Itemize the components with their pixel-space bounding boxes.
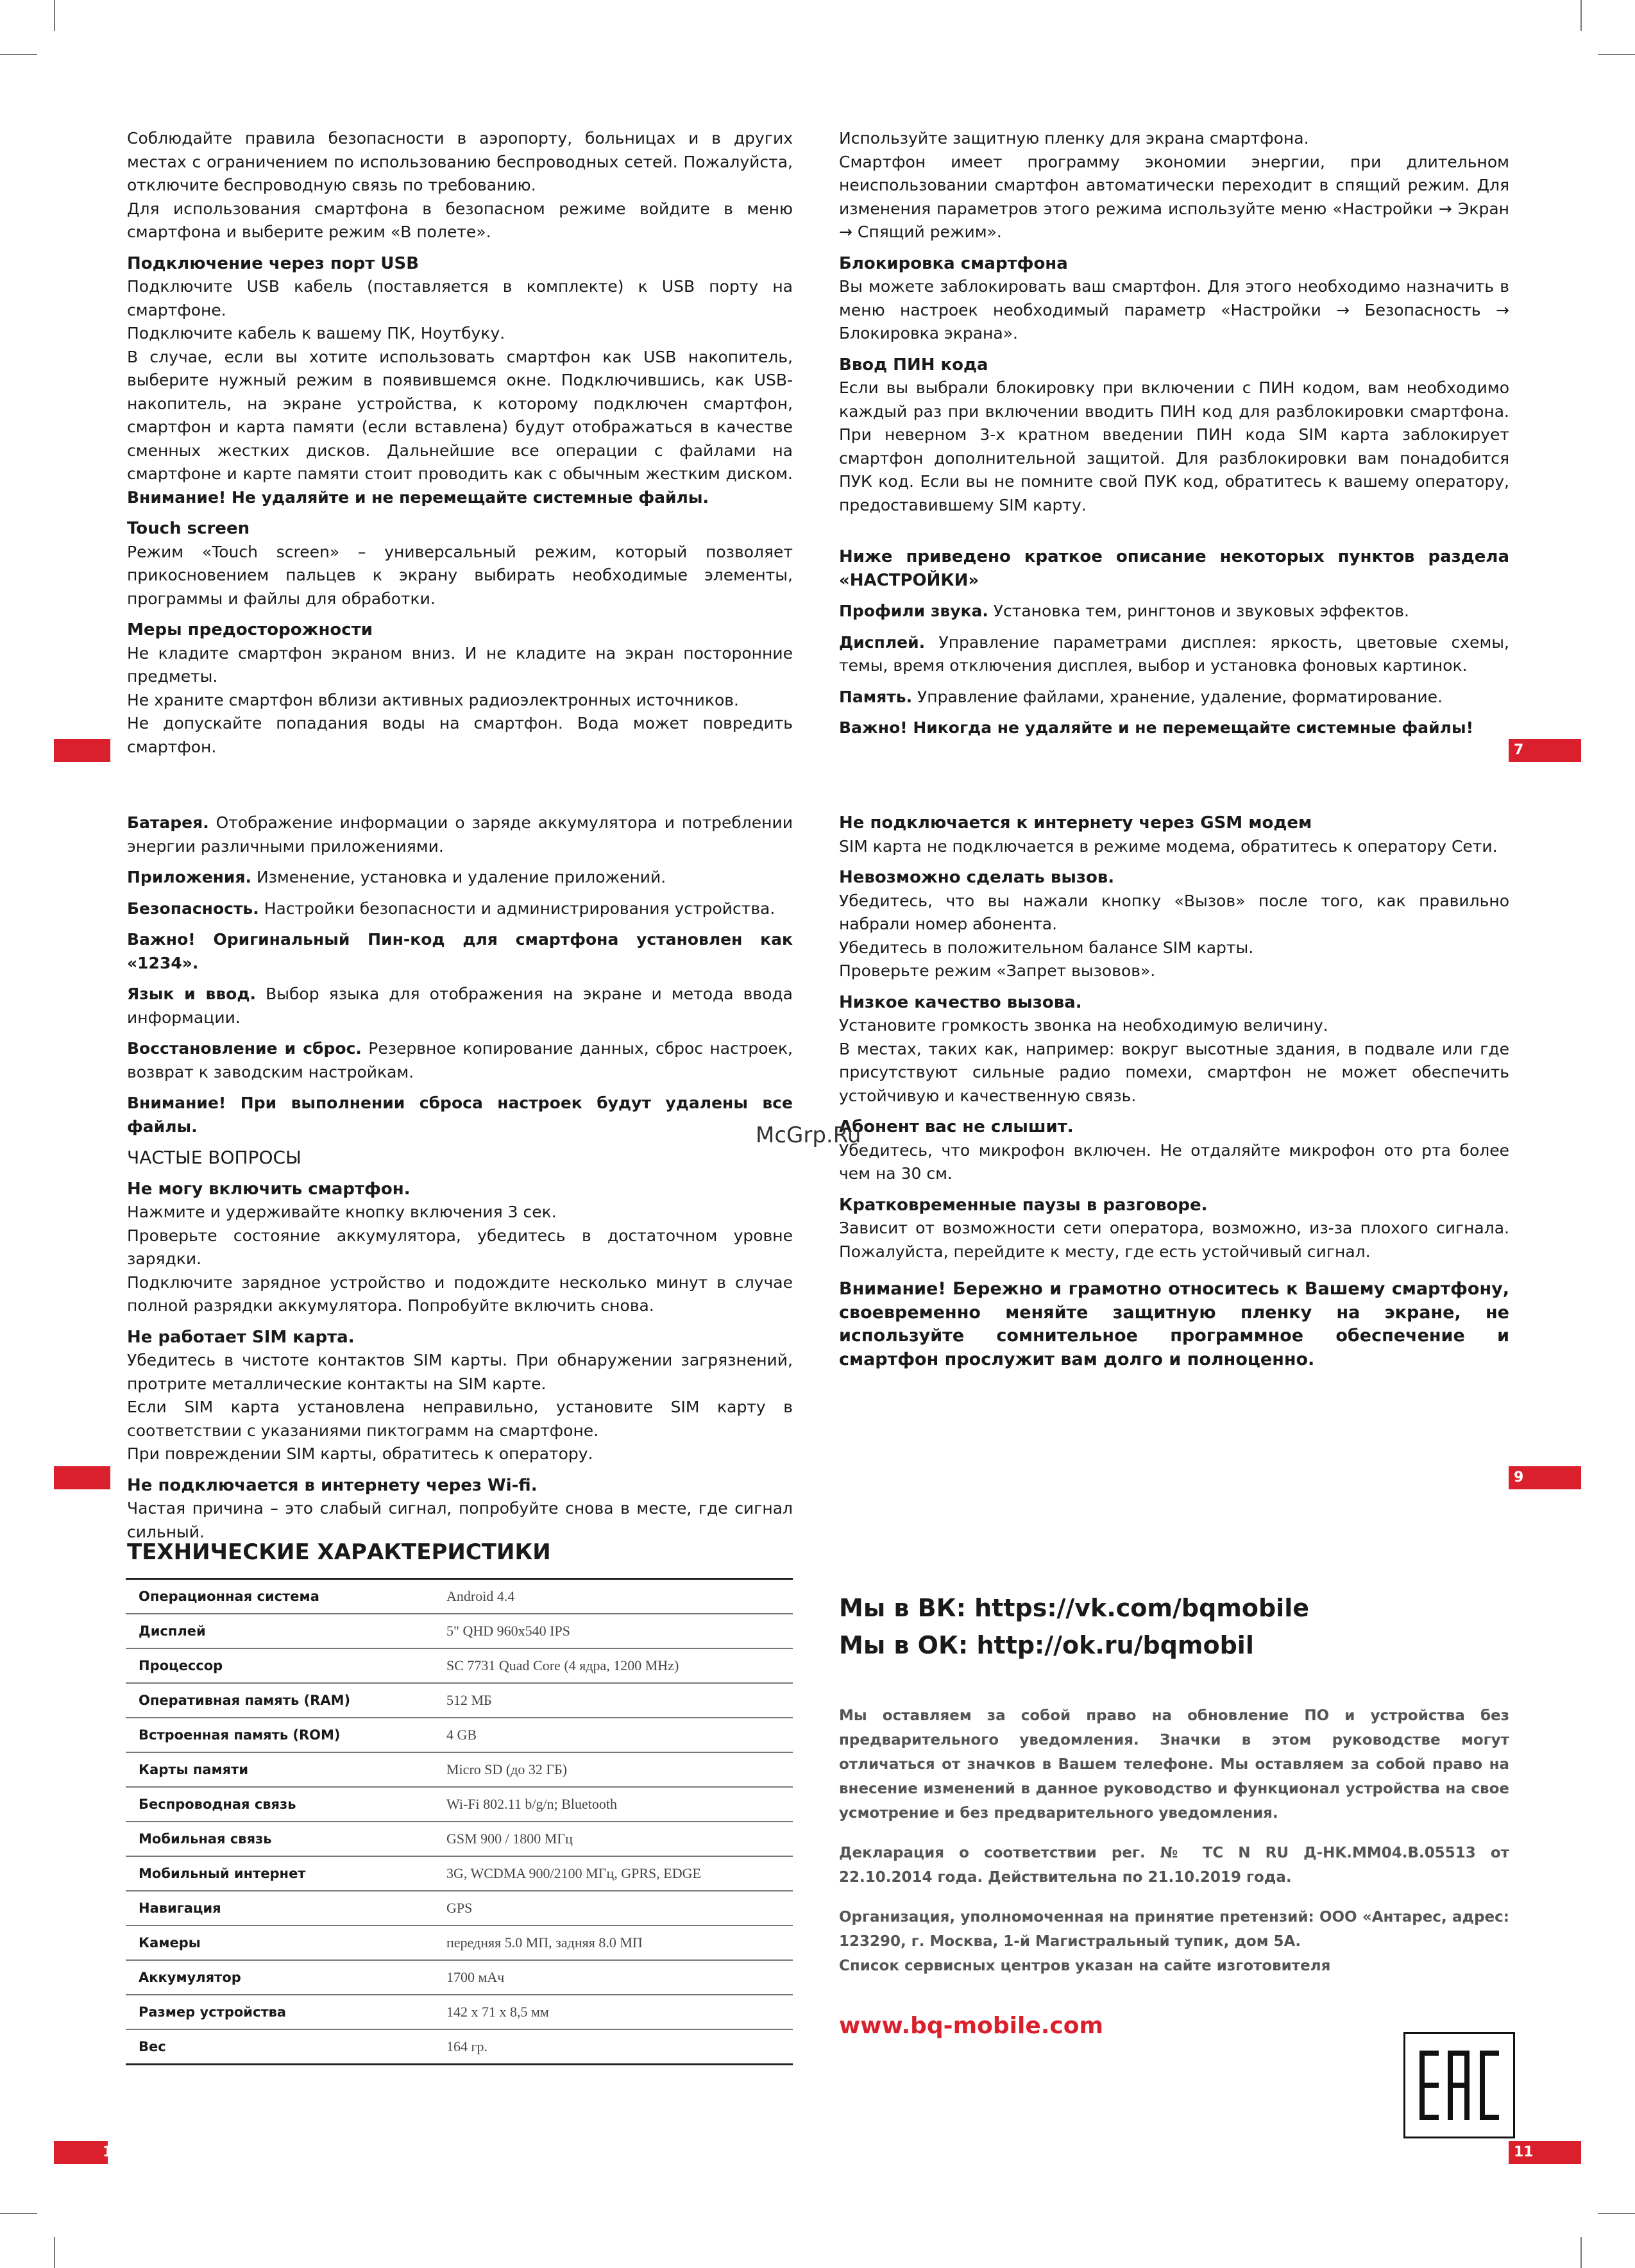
spec-value: передняя 5.0 МП, задняя 8.0 МП xyxy=(434,1925,793,1960)
spec-label: Вес xyxy=(126,2029,434,2065)
paragraph: Батарея. Отображение информации о заряде аккумулятора и потреблении энергии различными приложениями. xyxy=(127,813,793,856)
paragraph: Проверьте режим «Запрет вызовов». xyxy=(839,961,1156,980)
paragraph: SIM карта не подключается в режиме модема, обратитесь к оператору Сети. xyxy=(839,836,1498,856)
paragraph: Если SIM карта установлена неправильно, установите SIM карту в соответствии с указаниями пиктограмм на смартфоне. xyxy=(127,1398,793,1440)
faq-heading: ЧАСТЫЕ ВОПРОСЫ xyxy=(127,1147,301,1168)
spec-row xyxy=(126,1856,793,1891)
social-links xyxy=(839,1589,1309,1664)
paragraph: Установите громкость звонка на необходимую величину. xyxy=(839,1016,1328,1035)
crop-mark xyxy=(1598,2213,1635,2214)
paragraph: Безопасность. Настройки безопасности и администрирования устройства. xyxy=(127,899,775,918)
spec-label: Оперативная память (RAM) xyxy=(126,1683,434,1718)
page-8 xyxy=(127,811,793,1544)
spec-row xyxy=(126,1787,793,1822)
paragraph: Зависит от возможности сети оператора, возможно, из-за плохого сигнала. Пожалуйста, перейдите к месту, где есть устойчивый сигнал. xyxy=(839,1219,1509,1261)
spec-value: 5" QHD 960x540 IPS xyxy=(434,1614,793,1648)
specs-title: ТЕХНИЧЕСКИЕ ХАРАКТЕРИСТИКИ xyxy=(127,1539,551,1565)
paragraph: Убедитесь в чистоте контактов SIM карты. При обнаружении загрязнений, протрите металлические контакты на SIM карте. xyxy=(127,1351,793,1393)
spec-label: Камеры xyxy=(126,1925,434,1960)
warning-text: Внимание! При выполнении сброса настроек будут удалены все файлы. xyxy=(127,1094,793,1136)
paragraph: Подключите USB кабель (поставляется в комплекте) к USB порту на смартфоне. xyxy=(127,277,793,319)
spec-label: Карты памяти xyxy=(126,1752,434,1787)
spec-value: Wi-Fi 802.11 b/g/n; Bluetooth xyxy=(434,1787,793,1822)
page-number: 8 xyxy=(54,1466,110,1489)
section-heading: Ниже приведено краткое описание некоторых пунктов раздела «НАСТРОЙКИ» xyxy=(839,547,1509,590)
spec-row xyxy=(126,1995,793,2029)
spec-row xyxy=(126,1579,793,1614)
spec-label: Мобильный интернет xyxy=(126,1856,434,1891)
spec-row xyxy=(126,1614,793,1648)
page-number: 7 xyxy=(1509,739,1581,762)
paragraph: В случае, если вы хотите использовать смартфон как USB накопитель, выберите нужный режим в появившемся окне. Подключившись, как USB-накопитель, на экране устройства, к которому подключен смартфон, смартфон и карта памяти (если вставлена) будут отображаться в качестве сменных жестких дисков. Дальнейшие все операции с файлами на смартфоне и карте памяти стоит проводить как с обычным жестким диском. Внимание! Не удаляйте и не перемещайте системные файлы. xyxy=(127,347,793,507)
spec-row xyxy=(126,1683,793,1718)
rights-text: Мы оставляем за собой право на обновление ПО и устройства без предварительного уведомления. Значки в этом руководстве могут отличаться от значков в Вашем телефоне. Мы оставляем за собой право на внесение изменений в данное руководство и функционал устройства на свое усмотрение и без предварительного уведомления. xyxy=(839,1707,1509,1822)
eac-logo xyxy=(1403,2032,1515,2138)
spec-label: Процессор xyxy=(126,1648,434,1683)
page-9 xyxy=(839,811,1509,1371)
paragraph: Память. Управление файлами, хранение, удаление, форматирование. xyxy=(839,687,1443,706)
paragraph: Проверьте состояние аккумулятора, убедитесь в достаточном уровне зарядки. xyxy=(127,1226,793,1268)
section-heading: Абонент вас не слышит. xyxy=(839,1117,1074,1137)
crop-mark xyxy=(0,2213,37,2214)
ok-link[interactable]: Мы в ОК: http://ok.ru/bqmobil xyxy=(839,1631,1254,1659)
vk-link[interactable]: Мы в ВК: https://vk.com/bqmobile xyxy=(839,1594,1310,1622)
crop-mark xyxy=(1580,2237,1582,2268)
section-heading: Touch screen xyxy=(127,519,250,538)
spec-value: 142 x 71 x 8,5 мм xyxy=(434,1995,793,2029)
paragraph: Если вы выбрали блокировку при включении с ПИН кодом, вам необходимо каждый раз при включении вводить ПИН код для разблокировки смартфона. При неверном 3-х кратном введении ПИН кода SIM карта заблокирует смартфон дополнительной защитой. Для разблокировки вам понадобится ПУК код. Если вы не помните свой ПУК код, обратитесь к вашему оператору, предоставившему SIM карту. xyxy=(839,378,1509,514)
section-heading: Блокировка смартфона xyxy=(839,253,1068,273)
section-heading: Низкое качество вызова. xyxy=(839,992,1082,1012)
paragraph: В местах, таких как, например: вокруг высотные здания, в подвале или где присутствуют сильные радио помехи, смартфон не может обеспечить устойчивую и качественную связь. xyxy=(839,1039,1509,1105)
paragraph: Соблюдайте правила безопасности в аэропорту, больницах и в других местах с ограничением по использованию беспроводных сетей. Пожалуйста, отключите беспроводную связь по требованию. xyxy=(127,129,793,194)
paragraph: Профили звука. Установка тем, рингтонов и звуковых эффектов. xyxy=(839,602,1409,620)
section-heading: Ввод ПИН кода xyxy=(839,355,988,375)
spec-label: Мобильная связь xyxy=(126,1822,434,1856)
organization-text: Организация, уполномоченная на принятие претензий: ООО «Антарес, адрес: 123290, г. Москва, 1-й Магистральный тупик, дом 5А. Список сервисных центров указан на сайте изготовителя xyxy=(839,1909,1509,1974)
warning-text: Внимание! Не удаляйте и не перемещайте системные файлы. xyxy=(127,487,709,507)
crop-mark xyxy=(54,0,55,31)
spec-value: Micro SD (до 32 ГБ) xyxy=(434,1752,793,1787)
paragraph: Не допускайте попадания воды на смартфон. Вода может повредить смартфон. xyxy=(127,714,793,756)
spec-value: Android 4.4 xyxy=(434,1579,793,1614)
spec-label: Беспроводная связь xyxy=(126,1787,434,1822)
spec-row xyxy=(126,1648,793,1683)
section-heading: Подключение через порт USB xyxy=(127,253,419,273)
eac-mark xyxy=(1405,2034,1513,2137)
crop-mark xyxy=(1598,54,1635,55)
paragraph: При повреждении SIM карты, обратитесь к оператору. xyxy=(127,1444,593,1463)
crop-mark xyxy=(0,54,37,55)
paragraph: Частая причина – это слабый сигнал, попробуйте снова в месте, где сигнал сильный. xyxy=(127,1499,793,1541)
paragraph: Убедитесь, что вы нажали кнопку «Вызов» после того, как правильно набрали номер абонента. xyxy=(839,891,1509,933)
spec-row xyxy=(126,1960,793,1995)
crop-mark xyxy=(1580,0,1582,31)
spec-label: Операционная система xyxy=(126,1579,434,1614)
paragraph: Не кладите смартфон экраном вниз. И не кладите на экран посторонние предметы. xyxy=(127,643,793,686)
paragraph: Приложения. Изменение, установка и удаление приложений. xyxy=(127,868,666,886)
spec-value: 4 GB xyxy=(434,1718,793,1752)
crop-mark xyxy=(54,2237,55,2268)
section-heading: Не подключается к интернету через GSM модем xyxy=(839,813,1312,833)
paragraph: Не храните смартфон вблизи активных радиоэлектронных источников. xyxy=(127,690,739,709)
paragraph: Убедитесь, что микрофон включен. Не отдаляйте микрофон ото рта более чем на 30 см. xyxy=(839,1140,1509,1183)
watermark: McGrp.Ru xyxy=(756,1122,861,1148)
paragraph: Подключите кабель к вашему ПК, Ноутбуку. xyxy=(127,324,505,343)
spec-label: Аккумулятор xyxy=(126,1960,434,1995)
spec-value: SC 7731 Quad Core (4 ядра, 1200 MHz) xyxy=(434,1648,793,1683)
page-number: 11 xyxy=(1509,2141,1581,2164)
section-heading: Не работает SIM карта. xyxy=(127,1327,355,1347)
paragraph: Язык и ввод. Выбор языка для отображения на экране и метода ввода информации. xyxy=(127,985,793,1027)
paragraph: Дисплей. Управление параметрами дисплея: яркость, цветовые схемы, темы, время отключения дисплея, выбор и установка фоновых картинок. xyxy=(839,632,1509,675)
warning-text: Важно! Оригинальный Пин-код для смартфона установлен как «1234». xyxy=(127,930,793,972)
spec-row xyxy=(126,1822,793,1856)
paragraph: Убедитесь в положительном балансе SIM карты. xyxy=(839,938,1254,957)
section-heading: Не могу включить смартфон. xyxy=(127,1179,411,1199)
paragraph: Смартфон имеет программу экономии энергии, при длительном неиспользовании смартфон автоматически переходит в спящий режим. Для изменения параметров этого режима используйте меню «Настройки → Экран → Спящий режим». xyxy=(839,152,1509,241)
spec-row xyxy=(126,1752,793,1787)
spec-row xyxy=(126,1891,793,1925)
paragraph: Режим «Touch screen» – универсальный режим, который позволяет прикосновением пальцев к экрану выбирать необходимые элементы, программы и файлы для обработки. xyxy=(127,542,793,608)
warning-text: Внимание! Бережно и грамотно относитесь к Вашему смартфону, своевременно меняйте защитную пленку на экране, не используйте сомнительное программное обеспечение и смартфон прослужит вам долго и полноценно. xyxy=(839,1279,1509,1369)
section-heading: Кратковременные паузы в разговоре. xyxy=(839,1195,1208,1215)
section-heading: Не подключается в интернету через Wi-fi. xyxy=(127,1475,538,1495)
spec-row xyxy=(126,1925,793,1960)
warning-text: Важно! Никогда не удаляйте и не перемещайте системные файлы! xyxy=(839,718,1473,737)
page-7 xyxy=(839,127,1509,740)
spec-row xyxy=(126,2029,793,2065)
page-number: 6 xyxy=(54,739,110,762)
page-number: 9 xyxy=(1509,1466,1581,1489)
website-link[interactable]: www.bq-mobile.com xyxy=(839,2013,1103,2039)
paragraph: Для использования смартфона в безопасном режиме войдите в меню смартфона и выберите режим «В полете». xyxy=(127,199,793,241)
spec-value: GPS xyxy=(434,1891,793,1925)
paragraph: Нажмите и удерживайте кнопку включения 3 сек. xyxy=(127,1203,557,1221)
paragraph: Используйте защитную пленку для экрана смартфона. xyxy=(839,129,1309,148)
specs-table xyxy=(126,1578,793,2065)
page-number: 10 xyxy=(54,2141,108,2164)
spec-label: Дисплей xyxy=(126,1614,434,1648)
page-6 xyxy=(127,127,793,759)
paragraph: Вы можете заблокировать ваш смартфон. Для этого необходимо назначить в меню настроек необходимый параметр «Настройки → Безопасность → Блокировка экрана». xyxy=(839,277,1509,343)
spec-label: Встроенная память (ROM) xyxy=(126,1718,434,1752)
section-heading: Меры предосторожности xyxy=(127,620,373,639)
declaration-text: Декларация о соответствии рег. № ТС N RU Д-HK.MM04.B.05513 от 22.10.2014 года. Действительна по 21.10.2019 года. xyxy=(839,1845,1509,1886)
spec-label: Размер устройства xyxy=(126,1995,434,2029)
section-heading: Невозможно сделать вызов. xyxy=(839,868,1115,887)
paragraph: Восстановление и сброс. Резервное копирование данных, сброс настроек, возврат к заводским настройкам. xyxy=(127,1039,793,1081)
spec-value: 512 МБ xyxy=(434,1683,793,1718)
spec-value: 1700 мАч xyxy=(434,1960,793,1995)
paragraph: Подключите зарядное устройство и подождите несколько минут в случае полной разрядки аккумулятора. Попробуйте включить снова. xyxy=(127,1273,793,1315)
spec-row xyxy=(126,1718,793,1752)
spec-value: 164 гр. xyxy=(434,2029,793,2065)
spec-value: GSM 900 / 1800 МГц xyxy=(434,1822,793,1856)
spec-label: Навигация xyxy=(126,1891,434,1925)
spec-value: 3G, WCDMA 900/2100 МГц, GPRS, EDGE xyxy=(434,1856,793,1891)
